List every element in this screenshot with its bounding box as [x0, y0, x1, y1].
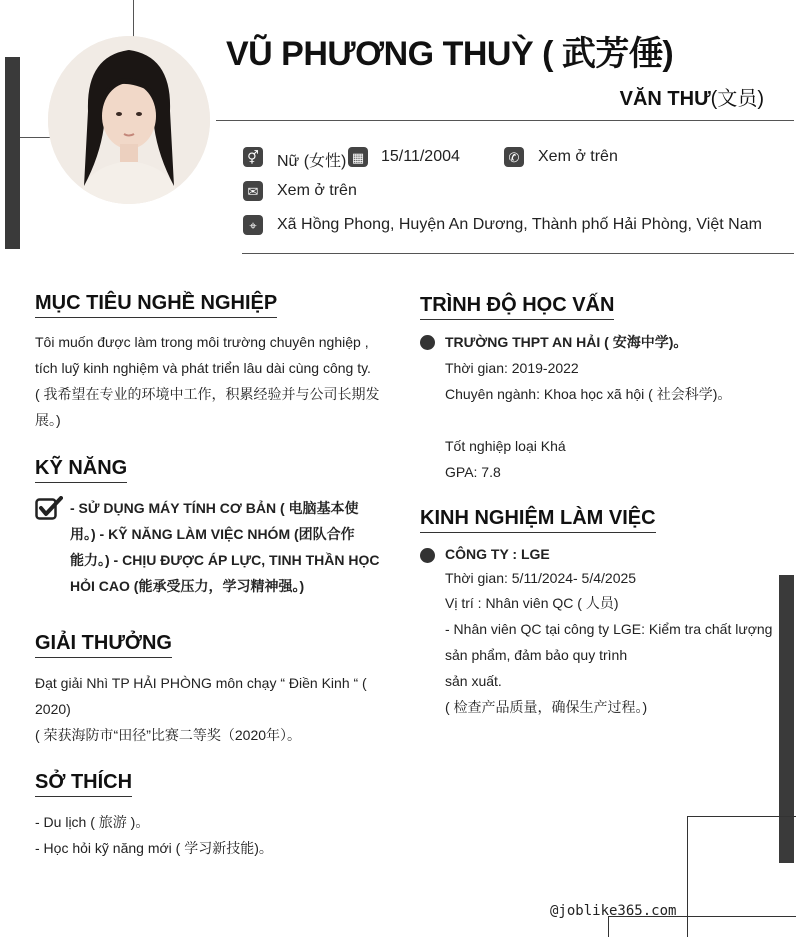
- objective-line-3: ( 我希望在专业的环境中工作，积累经验并与公司长期发: [35, 386, 380, 402]
- avatar: [48, 36, 210, 204]
- job-title: [620, 82, 764, 111]
- bottom-right-frame-inner: [608, 916, 796, 937]
- candidate-name: VŨ PHƯƠNG THUỲ ( 武芳倕): [226, 35, 674, 73]
- gender-icon: ⚥: [243, 147, 263, 167]
- skills-line-3: 能力。) - CHỊU ĐƯỢC ÁP LỰC, TINH THẦN HỌC: [70, 552, 380, 568]
- awards-line-3: ( 荣获海防市“田径”比赛二等奖（2020年）。: [35, 727, 302, 743]
- experience-text: [445, 542, 780, 720]
- experience-desc-1: - Nhân viên QC tại công ty LGE: Kiểm tra chất lượng: [445, 621, 773, 637]
- skills-line-2: 用。) - KỸ NĂNG LÀM VIỆC NHÓM (团队合作: [70, 526, 355, 542]
- hobbies-line-2: - Học hỏi kỹ năng mới ( 学习新技能)。: [35, 840, 273, 856]
- education-text: [445, 329, 775, 485]
- info-divider: [242, 253, 794, 254]
- experience-desc-3: sản xuất.: [445, 673, 502, 689]
- education-spacer: [445, 407, 775, 433]
- email-icon: ✉: [243, 181, 263, 201]
- experience-bullet: [420, 548, 435, 563]
- top-divider-line: [133, 0, 134, 40]
- avatar-connector-line: [20, 137, 50, 138]
- education-time: Thời gian: 2019-2022: [445, 360, 579, 376]
- calendar-icon: ▦: [348, 147, 368, 167]
- job-title-vn: VĂN THƯ: [619, 88, 711, 110]
- experience-title: KINH NGHIỆM LÀM VIỆC: [420, 507, 656, 533]
- objective-line-1: Tôi muốn được làm trong môi trường chuyên nghiệp ,: [35, 334, 369, 350]
- awards-line-2: 2020): [35, 701, 71, 717]
- skills-line-1: - SỬ DỤNG MÁY TÍNH CƠ BẢN ( 电脑基本使: [70, 500, 359, 516]
- email-value[interactable]: Xem ở trên: [277, 182, 357, 199]
- education-major: Chuyên ngành: Khoa học xã hội ( 社会科学)。: [445, 386, 732, 402]
- education-school: TRƯỜNG THPT AN HẢI ( 安海中学)。: [445, 334, 688, 350]
- education-bullet: [420, 335, 435, 350]
- objective-title: MỤC TIÊU NGHỀ NGHIỆP: [35, 292, 277, 318]
- experience-time: Thời gian: 5/11/2024- 5/4/2025: [445, 570, 637, 586]
- location-icon: ⌖: [243, 215, 263, 235]
- hobbies-line-1: - Du lịch ( 旅游 )。: [35, 814, 150, 830]
- phone-value[interactable]: Xem ở trên: [538, 148, 618, 165]
- awards-text: [35, 670, 385, 748]
- awards-title: GIẢI THƯỞNG: [35, 632, 172, 658]
- watermark: @joblike365.com: [550, 903, 677, 919]
- education-gpa: GPA: 7.8: [445, 464, 501, 480]
- birthdate-value: 15/11/2004: [381, 148, 460, 165]
- hobbies-text: [35, 809, 385, 861]
- experience-company: CÔNG TY : LGE: [445, 546, 550, 562]
- address-value: Xã Hồng Phong, Huyện An Dương, Thành phố Hải Phòng, Việt Nam: [277, 216, 762, 233]
- avatar-photo: [48, 36, 210, 204]
- experience-desc-4: ( 检查产品质量，确保生产过程。): [445, 699, 648, 715]
- objective-line-2: tích luỹ kinh nghiệm và phát triển lâu dài cùng công ty.: [35, 360, 371, 376]
- objective-line-4: 展。): [35, 412, 61, 428]
- experience-position: Vị trí : Nhân viên QC ( 人员): [445, 595, 619, 611]
- checkbox-icon: [35, 496, 63, 520]
- skills-line-4: HỎI CAO (能承受压力，学习精神强。): [70, 578, 305, 594]
- skills-title: KỸ NĂNG: [35, 457, 127, 483]
- skills-text: [70, 495, 380, 599]
- left-accent-bar: [5, 57, 20, 249]
- phone-icon: ✆: [504, 147, 524, 167]
- awards-line-1: Đạt giải Nhì TP HẢI PHÒNG môn chạy “ Điền Kinh “ (: [35, 675, 367, 691]
- hobbies-title: SỞ THÍCH: [35, 771, 132, 797]
- education-grade: Tốt nghiệp loại Khá: [445, 438, 566, 454]
- objective-text: [35, 329, 385, 433]
- experience-desc-2: sản phẩm, đảm bảo quy trình: [445, 647, 628, 663]
- job-title-cn: (文员): [710, 88, 764, 110]
- education-title: TRÌNH ĐỘ HỌC VẤN: [420, 294, 614, 320]
- header-divider: [216, 120, 794, 121]
- gender-value: Nữ (女性): [277, 153, 347, 170]
